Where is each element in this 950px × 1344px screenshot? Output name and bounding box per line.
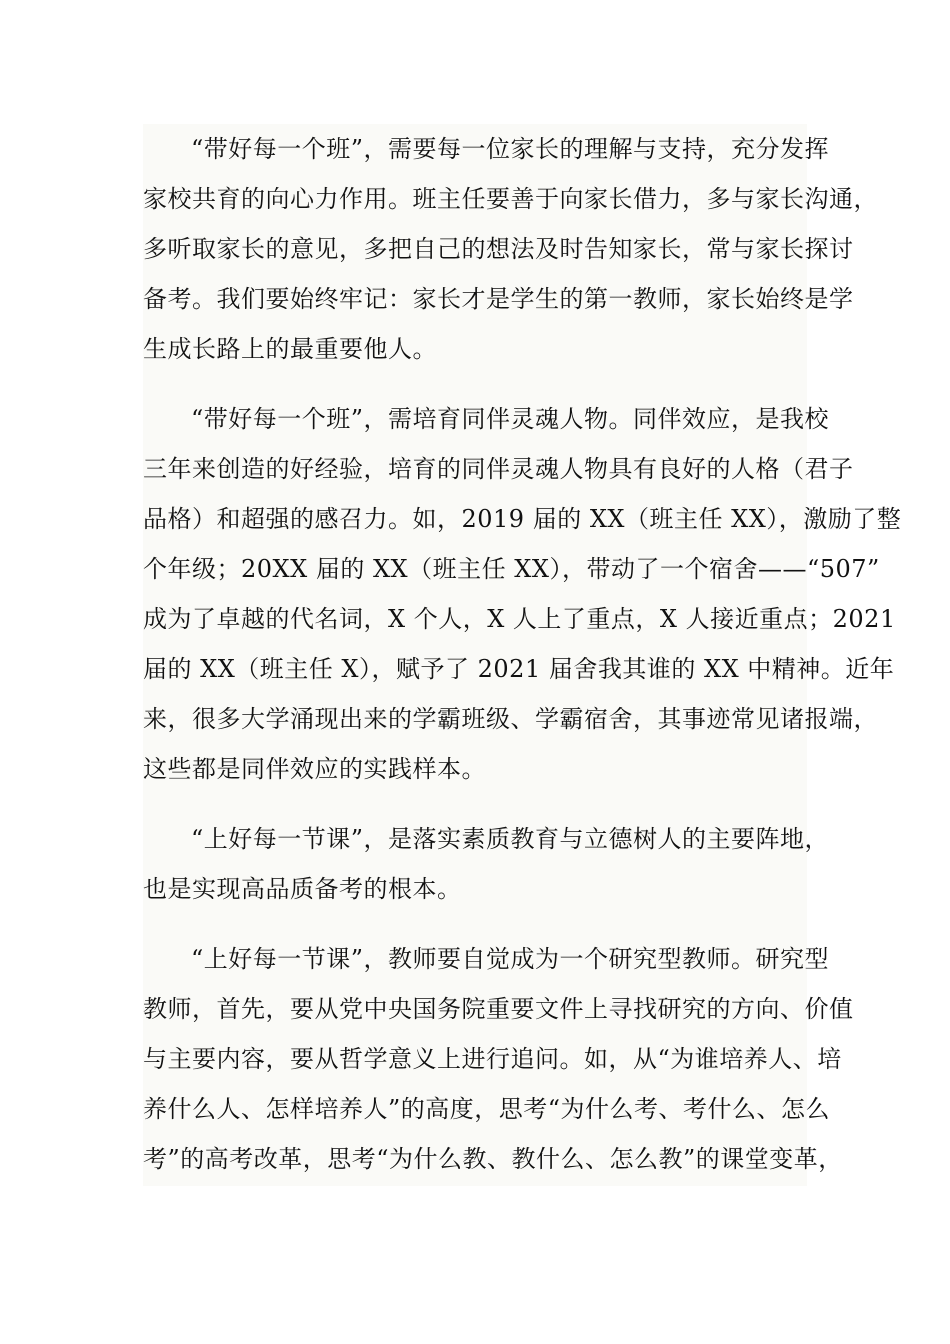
text-line: “上好每一节课”，是落实素质教育与立德树人的主要阵地， <box>191 825 830 853</box>
text-line: 生成长路上的最重要他人。 <box>143 335 437 363</box>
text-line: 多听取家长的意见，多把自己的想法及时告知家长，常与家长探讨 <box>143 235 854 263</box>
text-line: 届的 XX（班主任 X），赋予了 2021 届舍我其谁的 XX 中精神。近年 <box>143 655 895 683</box>
text-line: “带好每一个班”，需要每一位家长的理解与支持，充分发挥 <box>191 135 830 163</box>
text-line: “上好每一节课”，教师要自觉成为一个研究型教师。研究型 <box>191 945 830 973</box>
text-line: 这些都是同伴效应的实践样本。 <box>143 755 486 783</box>
text-line: 来，很多大学涌现出来的学霸班级、学霸宿舍，其事迹常见诸报端， <box>143 705 878 733</box>
text-line: 三年来创造的好经验，培育的同伴灵魂人物具有良好的人格（君子 <box>143 455 854 483</box>
text-line: 考”的高考改革，思考“为什么教、教什么、怎么教”的课堂变革， <box>143 1145 843 1173</box>
paragraph-every-lesson <box>143 814 830 914</box>
text-line: 成为了卓越的代名词，X 个人，X 人上了重点，X 人接近重点；2021 <box>143 605 896 633</box>
paragraph-peer-effect <box>143 394 902 794</box>
text-line: 备考。我们要始终牢记：家长才是学生的第一教师，家长始终是学 <box>143 285 854 313</box>
paragraph-research-teacher <box>143 934 854 1184</box>
text-line: 个年级；20XX 届的 XX（班主任 XX），带动了一个宿舍——“507” <box>143 555 880 583</box>
text-line: 也是实现高品质备考的根本。 <box>143 875 462 903</box>
text-line: 与主要内容，要从哲学意义上进行追问。如，从“为谁培养人、培 <box>143 1045 842 1073</box>
document-body <box>143 124 902 1186</box>
text-line: 养什么人、怎样培养人”的高度，思考“为什么考、考什么、怎么 <box>143 1095 831 1123</box>
text-line: 家校共育的向心力作用。班主任要善于向家长借力，多与家长沟通， <box>143 185 878 213</box>
text-line: 品格）和超强的感召力。如，2019 届的 XX（班主任 XX），激励了整 <box>143 505 902 533</box>
text-line: “带好每一个班”，需培育同伴灵魂人物。同伴效应，是我校 <box>191 405 830 433</box>
paragraph-parent-support <box>143 124 878 374</box>
text-line: 教师，首先，要从党中央国务院重要文件上寻找研究的方向、价值 <box>143 995 854 1023</box>
